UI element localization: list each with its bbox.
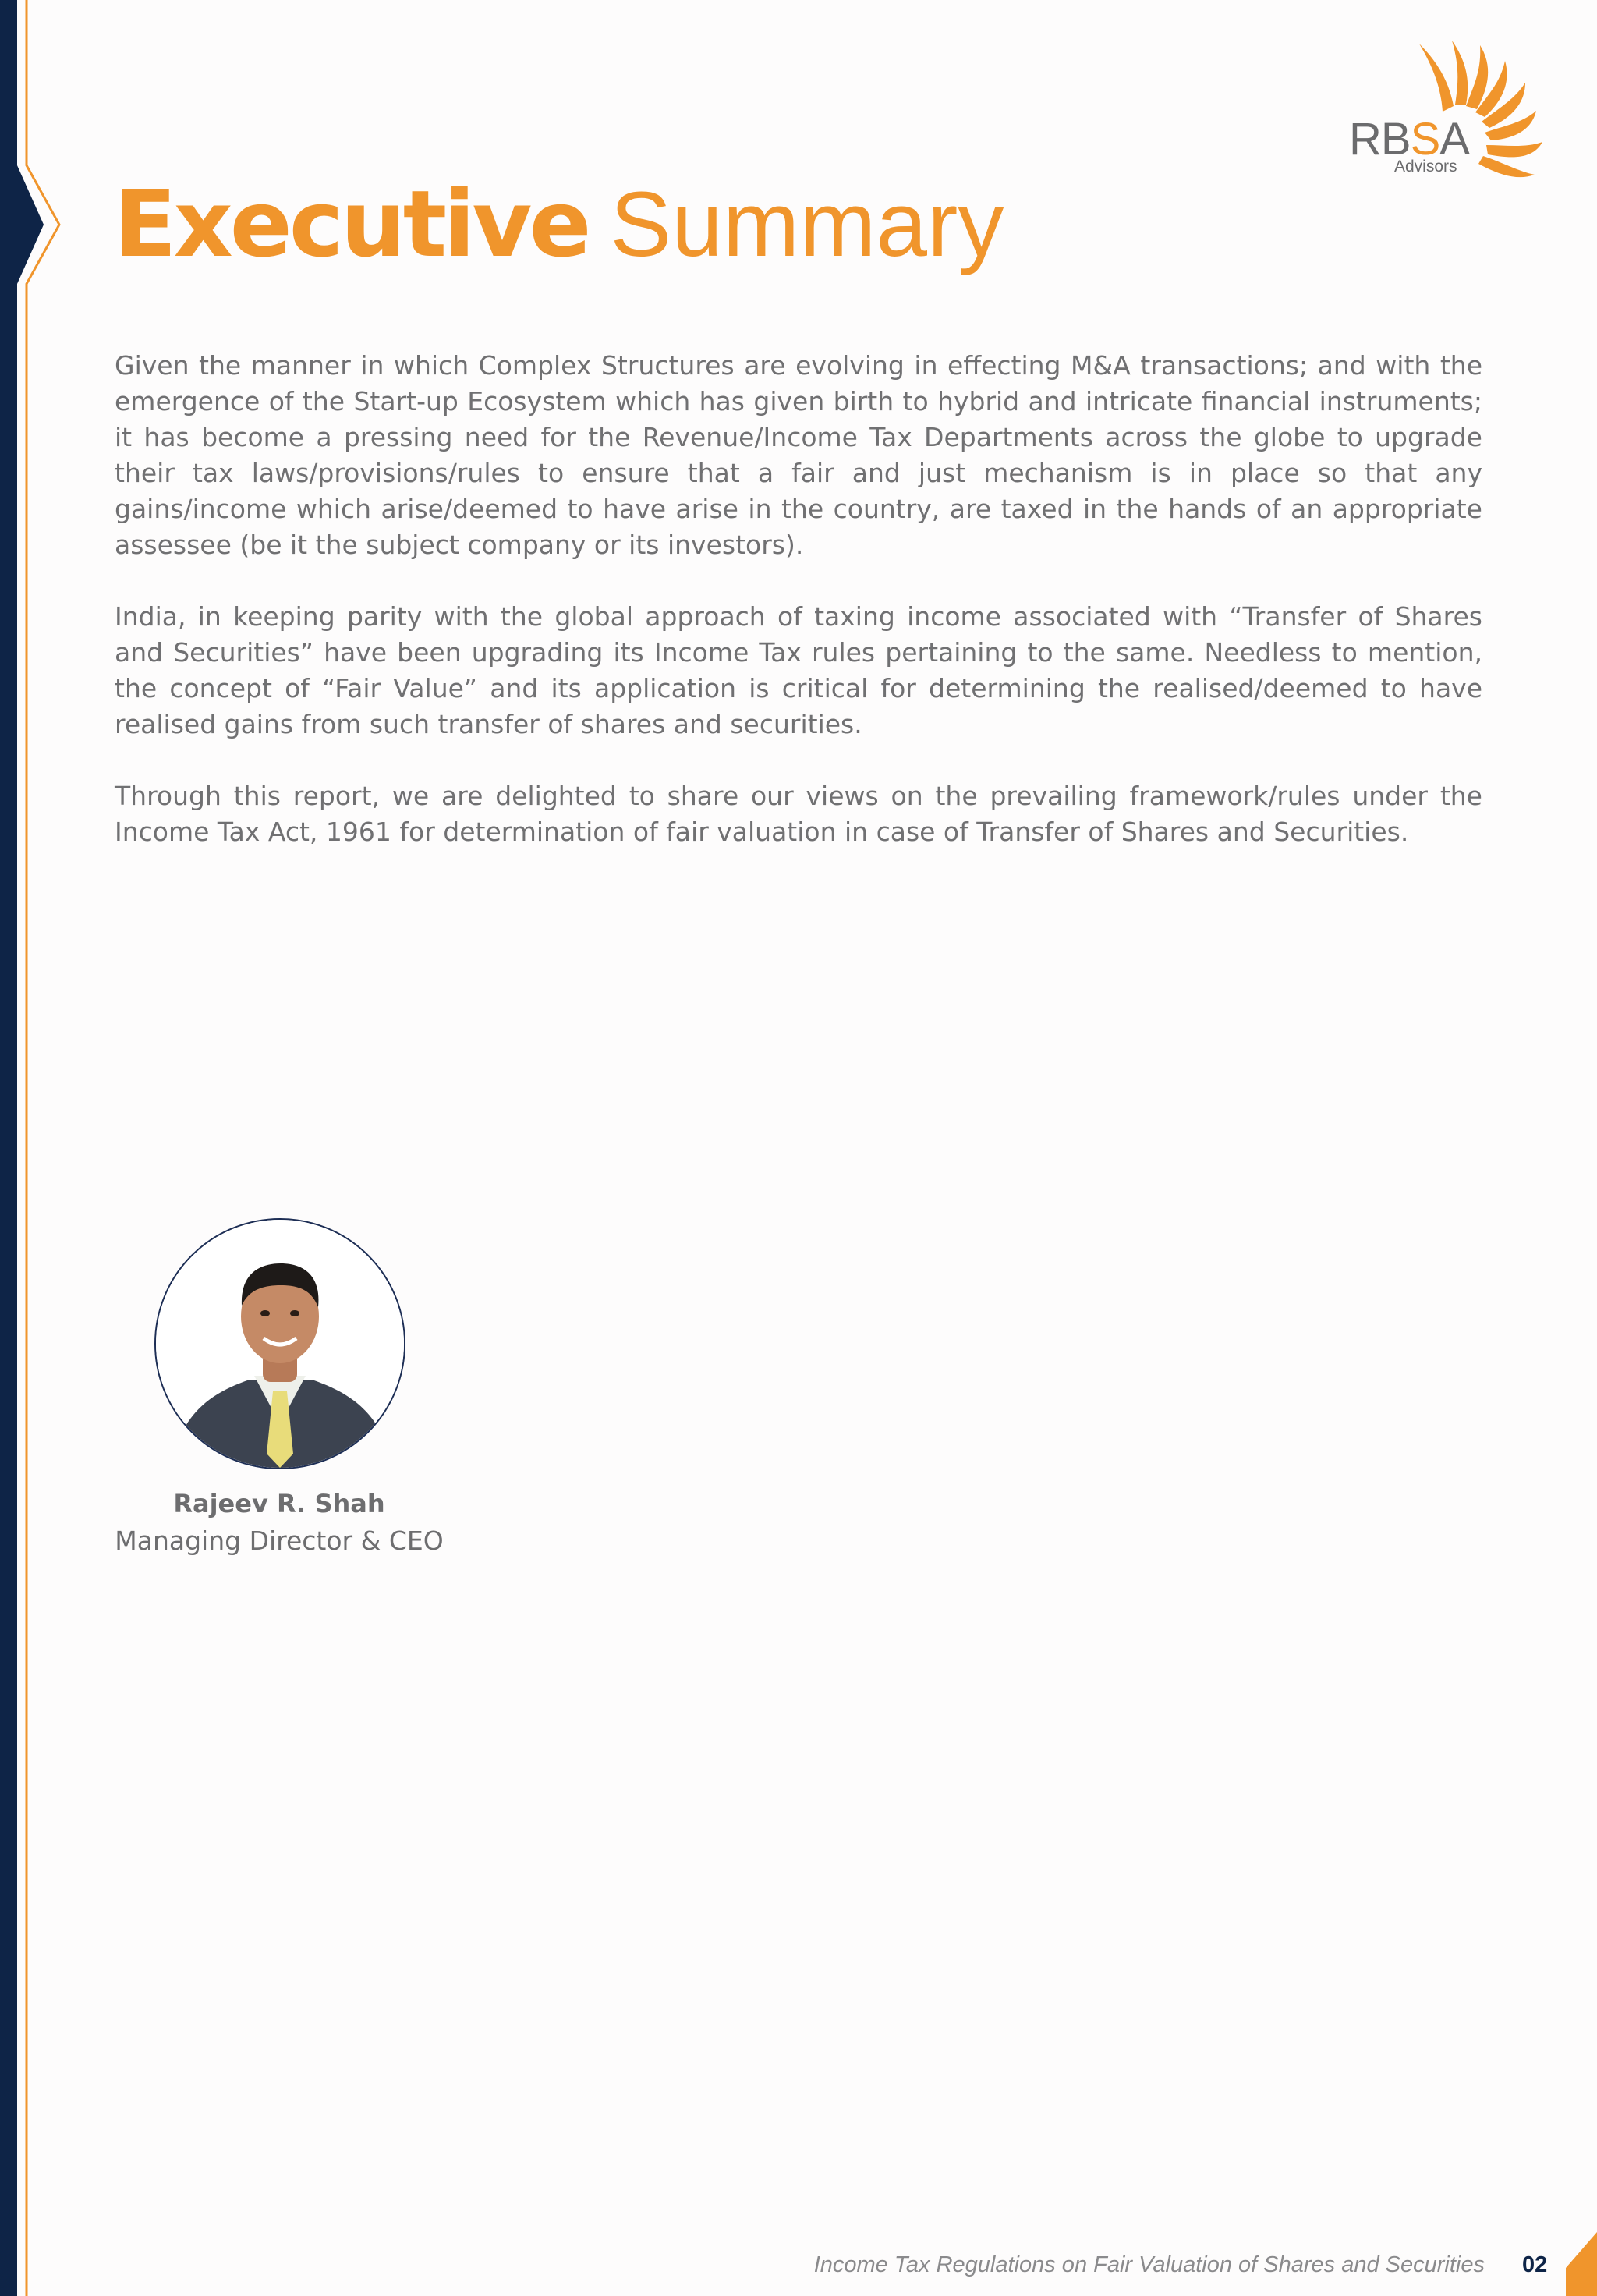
title-bold-word: Executive: [114, 170, 589, 278]
title-light-word: Summary: [610, 173, 1004, 276]
person-name: Rajeev R. Shah: [173, 1489, 385, 1518]
summary-paragraph-3: Through this report, we are delighted to share our views on the prevailing framework/rules under the Income Tax Act, 1961 for determination of fair valuation in case of Transfer of Shares and Securities.: [115, 781, 1482, 847]
orange-guide-line: [27, 0, 59, 2296]
rbsa-logo: [1349, 37, 1560, 178]
side-chevron-decoration: [0, 0, 70, 2296]
logo-brand-text: RBSA: [1349, 114, 1469, 165]
corner-tab-decoration: [1566, 2232, 1597, 2296]
summary-paragraph-1: Given the manner in which Complex Structures are evolving in effecting M&A transactions; and with the emergence of the Start-up Ecosystem which has given birth to hybrid and intricate financial instruments; it has become a pressing need for the Revenue/Income Tax Departments across the globe to upgrade their tax laws/provisions/rules to ensure that a fair and just mechanism is in place so that any gains/income which arise/deemed to have arise in the country, are taxed in the hands of an appropriate assessee (be it the subject company or its investors).: [115, 350, 1482, 560]
footer-report-title: Income Tax Regulations on Fair Valuation of Shares and Securities: [813, 2252, 1485, 2277]
navy-chevron: [17, 165, 44, 284]
person-role: Managing Director & CEO: [115, 1525, 444, 1556]
ceo-portrait-photo: [154, 1218, 405, 1469]
page-number: 02: [1522, 2252, 1548, 2277]
logo-sub-text: Advisors: [1394, 158, 1457, 175]
portrait-illustration: [156, 1220, 404, 1468]
page-title: [114, 165, 1004, 283]
summary-body: [115, 348, 1482, 886]
summary-paragraph-2: India, in keeping parity with the global approach of taxing income associated with “Transfer of Shares and Securities” have been upgrading its Income Tax rules pertaining to the same. Needless to mention, the concept of “Fair Value” and its application is critical for determining the realised/deemed to have realised gains from such transfer of shares and securities.: [115, 601, 1482, 739]
